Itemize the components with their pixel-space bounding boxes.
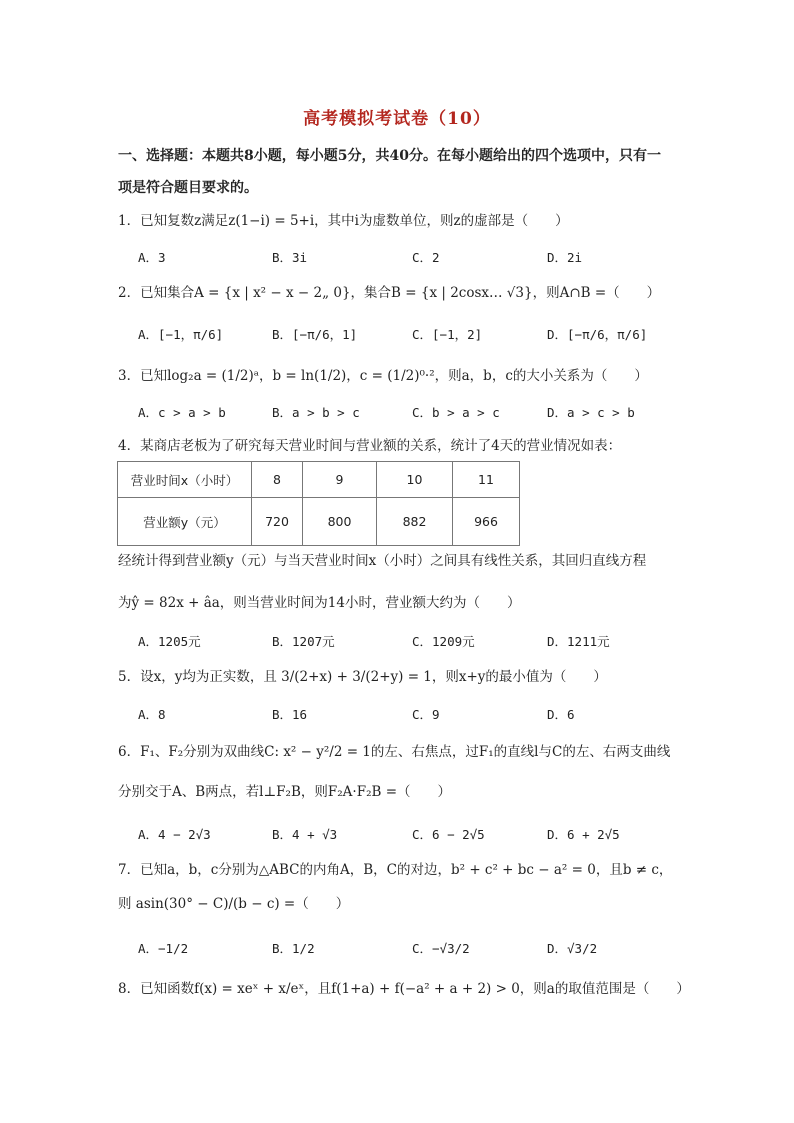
question-1-option-b: B．3i xyxy=(272,250,308,265)
question-4-continued-2: 为ŷ = 82x + âa，则当营业时间为14小时，营业额大约为（ ） xyxy=(118,595,521,611)
question-2-option-c: C．[−1，2] xyxy=(412,327,483,342)
question-2-options xyxy=(138,323,698,347)
question-4-option-d: D．1211元 xyxy=(547,634,610,649)
section-heading-line2: 项是符合题目要求的。 xyxy=(118,180,258,196)
question-3-stem: 3．已知log₂a = (1/2)ᵃ，b = ln(1/2)，c = (1/2)⁰·²，则a，b，c的大小关系为（ ） xyxy=(118,368,648,384)
question-3-option-d: D．a > c > b xyxy=(547,405,635,420)
question-5-option-a: A．8 xyxy=(138,707,166,722)
question-8-stem: 8．已知函数f(x) = xeˣ + x/eˣ，且f(1+a) + f(−a² + a + 2) > 0，则a的取值范围是（ ） xyxy=(118,981,690,997)
page-title: 高考模拟考试卷（10） xyxy=(303,109,491,129)
question-2-stem: 2．已知集合A = {x | x² − x − 2„ 0}，集合B = {x | 2cosx… √3}，则A∩B =（ ） xyxy=(118,285,661,301)
question-2-option-b: B．[−π/6，1] xyxy=(272,327,358,342)
table-row-label: 营业额y（元） xyxy=(118,498,252,546)
question-1-option-d: D．2i xyxy=(547,250,583,265)
question-4-option-b: B．1207元 xyxy=(272,634,335,649)
question-1-stem: 1．已知复数z满足z(1−i) = 5+i，其中i为虚数单位，则z的虚部是（ ） xyxy=(118,213,569,229)
question-4-continued-1: 经统计得到营业额y（元）与当天营业时间x（小时）之间具有线性关系，其回归直线方程 xyxy=(118,553,647,569)
question-4-options xyxy=(138,630,698,654)
table-cell: 10 xyxy=(377,462,453,498)
question-7-continued: 则 asin(30° − C)/(b − c) =（ ） xyxy=(118,896,350,912)
table-row xyxy=(118,462,520,498)
question-6-option-b: B．4 + √3 xyxy=(272,827,338,842)
table-cell: 8 xyxy=(252,462,303,498)
question-7-option-d: D．√3/2 xyxy=(547,941,598,956)
question-4-option-a: A．1205元 xyxy=(138,634,201,649)
table-cell: 800 xyxy=(303,498,377,546)
question-7-option-a: A．−1/2 xyxy=(138,941,189,956)
question-5-option-c: C．9 xyxy=(412,707,440,722)
question-7-options xyxy=(138,937,698,961)
question-4-option-c: C．1209元 xyxy=(412,634,475,649)
question-7-option-c: C．−√3/2 xyxy=(412,941,470,956)
question-4-stem: 4．某商店老板为了研究每天营业时间与营业额的关系，统计了4天的营业情况如表： xyxy=(118,438,622,454)
question-7-option-b: B．1/2 xyxy=(272,941,315,956)
table-cell: 9 xyxy=(303,462,377,498)
question-3-option-c: C．b > a > c xyxy=(412,405,500,420)
table-cell: 966 xyxy=(453,498,520,546)
question-1-option-a: A．3 xyxy=(138,250,166,265)
question-5-options xyxy=(138,703,698,727)
question-2-option-a: A．[−1，π/6] xyxy=(138,327,224,342)
question-5-option-d: D．6 xyxy=(547,707,575,722)
question-6-option-d: D．6 + 2√5 xyxy=(547,827,620,842)
question-6-continued: 分别交于A、B两点，若l⊥F₂B，则F₂A·F₂B =（ ） xyxy=(118,784,452,800)
question-3-option-b: B．a > b > c xyxy=(272,405,360,420)
table-row xyxy=(118,498,520,546)
question-6-option-a: A．4 − 2√3 xyxy=(138,827,211,842)
question-5-stem: 5．设x，y均为正实数，且 3/(2+x) + 3/(2+y) = 1，则x+y的最小值为（ ） xyxy=(118,669,607,685)
question-6-options xyxy=(138,823,698,847)
question-6-option-c: C．6 − 2√5 xyxy=(412,827,485,842)
table-cell: 720 xyxy=(252,498,303,546)
question-5-option-b: B．16 xyxy=(272,707,308,722)
question-6-stem: 6．F₁、F₂分别为双曲线C: x² − y²/2 = 1的左、右焦点，过F₁的直线l与C的左、右两支曲线 xyxy=(118,744,671,760)
question-3-options xyxy=(138,401,698,425)
table-cell: 11 xyxy=(453,462,520,498)
section-heading-line1: 一、选择题：本题共8小题，每小题5分，共40分。在每小题给出的四个选项中，只有一 xyxy=(118,148,661,164)
table-cell: 882 xyxy=(377,498,453,546)
question-2-option-d: D．[−π/6，π/6] xyxy=(547,327,648,342)
table-row-label: 营业时间x（小时） xyxy=(118,462,252,498)
business-table xyxy=(117,461,520,546)
question-7-stem: 7．已知a，b，c分别为△ABC的内角A，B，C的对边，b² + c² + bc − a² = 0，且b ≠ c， xyxy=(118,862,673,878)
question-1-options xyxy=(138,246,698,270)
question-3-option-a: A．c > a > b xyxy=(138,405,226,420)
question-1-option-c: C．2 xyxy=(412,250,440,265)
